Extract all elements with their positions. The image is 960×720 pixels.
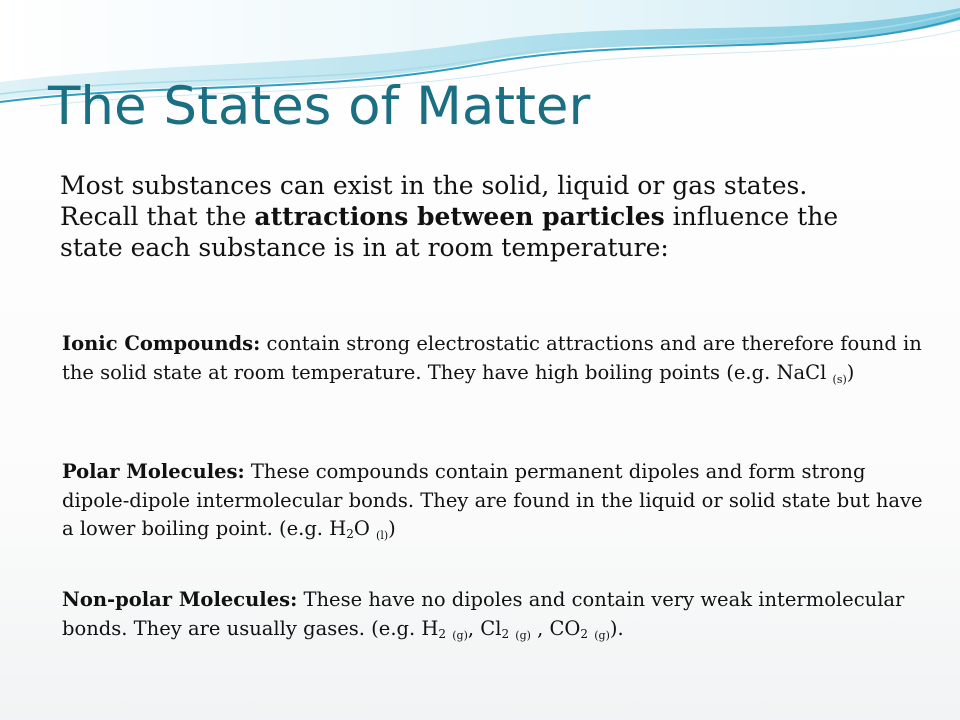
ionic-close: ) [846,360,855,384]
intro-emphasis: attractions between particles [254,202,665,231]
ionic-heading: Ionic Compounds: [62,332,261,355]
intro-text-start: Most substances can exist in the solid, liquid or gas states. Recall that the [60,171,808,231]
nonpolar-close: ). [609,616,624,640]
co2-subscript: 2 [580,626,589,641]
nonpolar-heading: Non-polar Molecules: [62,588,298,611]
polar-heading: Polar Molecules: [62,460,245,483]
nonpolar-molecules-paragraph [62,586,932,643]
nonpolar-sep1: , Cl [467,616,502,640]
h2-state-subscript: (g) [452,628,468,642]
nacl-state-subscript: (s) [832,372,847,386]
intro-text-end: influence the state each substance is in at room temperature: [60,202,839,262]
intro-paragraph [60,170,880,263]
ionic-compounds-paragraph [62,330,932,387]
polar-close: ) [388,517,396,540]
slide-title: The States of Matter [48,76,591,137]
co2-state-subscript: (g) [594,628,610,642]
polar-mid: O [353,517,377,540]
cl2-state-subscript: (g) [515,628,531,642]
polar-molecules-paragraph [62,458,932,544]
h2o-subscript: 2 [346,527,354,541]
h2-subscript: 2 [438,626,447,641]
cl2-subscript: 2 [501,626,510,641]
nonpolar-sep2: , CO [530,616,581,640]
nonpolar-text: These have no dipoles and contain very weak intermolecular bonds. They are usually gases. (e.g. H [62,588,905,640]
ionic-text: contain strong electrostatic attractions and are therefore found in the solid state at room temperature. They have high boiling points (e.g. NaCl [62,332,922,384]
polar-text: These compounds contain permanent dipoles and form strong dipole-dipole intermolecular bonds. They are found in the liquid or solid state but have a lower boiling point. (e.g. H [62,460,923,540]
h2o-state-subscript: (l) [376,529,389,542]
